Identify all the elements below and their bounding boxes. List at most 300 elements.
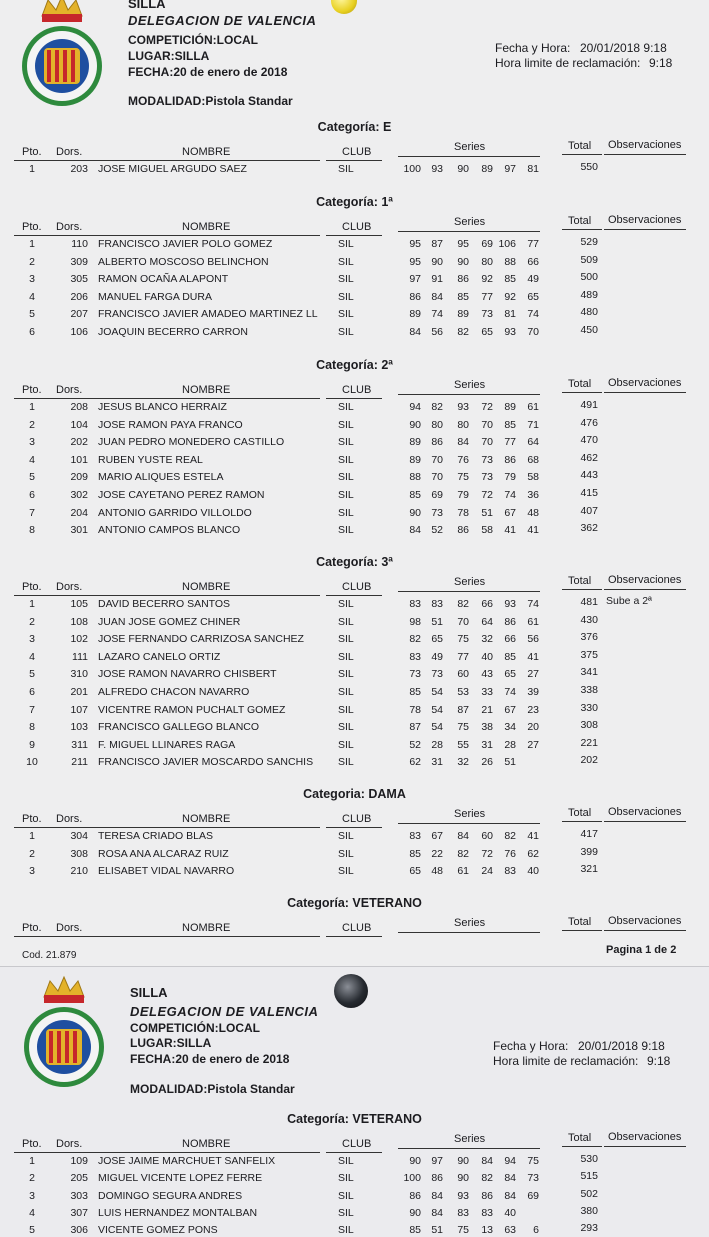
row-series-1: 90 xyxy=(409,1206,421,1219)
row-series-5: 76 xyxy=(504,847,516,860)
result-row xyxy=(0,736,709,756)
result-row xyxy=(0,865,709,882)
row-dorsal: 205 xyxy=(70,1172,88,1185)
row-series-2: 87 xyxy=(431,238,443,250)
header-competicion: COMPETICIÓN:LOCAL xyxy=(128,33,258,47)
row-series-2: 52 xyxy=(431,524,443,537)
row-total: 480 xyxy=(580,306,598,319)
row-series-1: 95 xyxy=(409,255,421,268)
row-position: 1 xyxy=(29,830,35,842)
category-2-underline-total xyxy=(562,392,602,393)
row-position: 5 xyxy=(29,308,35,321)
row-dorsal: 111 xyxy=(72,650,88,663)
row-series-4: 73 xyxy=(481,308,493,321)
page2-category-underline-pto-dors xyxy=(14,1152,92,1153)
category-2-underline-club xyxy=(326,398,382,399)
row-total: 530 xyxy=(580,1153,598,1165)
row-series-4: 70 xyxy=(481,418,493,431)
row-position: 4 xyxy=(29,650,35,663)
row-position: 2 xyxy=(29,615,35,628)
row-series-1: 85 xyxy=(409,489,421,501)
category-4-col-pto: Pto. xyxy=(22,813,42,825)
row-series-1: 73 xyxy=(409,668,421,681)
result-row xyxy=(0,288,709,308)
row-series-2: 74 xyxy=(431,308,443,321)
row-series-5: 63 xyxy=(504,1224,516,1237)
result-row xyxy=(0,1187,709,1207)
category-5-underline-nombre xyxy=(92,936,320,937)
row-total: 529 xyxy=(580,236,598,248)
row-nombre: RUBEN YUSTE REAL xyxy=(98,453,203,466)
row-nombre: MIGUEL VICENTE LOPEZ FERRE xyxy=(98,1172,263,1185)
row-series-6: 68 xyxy=(527,453,539,466)
page2-category-col-nombre: NOMBRE xyxy=(182,1138,231,1150)
result-row xyxy=(0,253,709,273)
row-position: 8 xyxy=(29,721,35,734)
row-dorsal: 306 xyxy=(70,1224,88,1237)
document-code: Cod. 21.879 xyxy=(22,950,77,961)
result-row xyxy=(0,845,709,865)
page2-category-col-club: CLUB xyxy=(342,1138,372,1150)
row-series-6: 41 xyxy=(527,650,539,663)
row-series-6: 49 xyxy=(527,273,539,286)
row-nombre: FRANCISCO JAVIER AMADEO MARTINEZ LL xyxy=(98,308,318,321)
row-series-3: 76 xyxy=(457,453,469,466)
row-total: 293 xyxy=(580,1222,598,1235)
row-club: SIL xyxy=(338,238,354,250)
result-row xyxy=(0,1155,709,1172)
row-position: 1 xyxy=(29,238,35,250)
row-total: 470 xyxy=(580,434,598,447)
row-series-3: 80 xyxy=(457,418,469,431)
row-dorsal: 311 xyxy=(71,738,88,751)
category-4-col-dors: Dors. xyxy=(56,813,83,825)
category-2-underline-pto-dors xyxy=(14,398,92,399)
row-series-3: 55 xyxy=(457,738,469,751)
row-series-2: 49 xyxy=(431,650,443,663)
row-series-5: 40 xyxy=(504,1206,516,1219)
row-series-2: 90 xyxy=(431,255,443,268)
row-nombre: ALBERTO MOSCOSO BELINCHON xyxy=(98,255,269,268)
row-total: 443 xyxy=(580,469,598,482)
row-total: 462 xyxy=(580,451,598,464)
row-series-6: 20 xyxy=(527,721,539,734)
row-total: 380 xyxy=(580,1204,598,1217)
row-total: 489 xyxy=(580,288,598,301)
row-total: 399 xyxy=(580,845,598,858)
category-2-col-total: Total xyxy=(568,378,592,390)
category-0-col-club: CLUB xyxy=(342,146,372,158)
row-nombre: VICENTRE RAMON PUCHALT GOMEZ xyxy=(98,703,286,716)
category-5-underline-pto-dors xyxy=(14,936,92,937)
result-row xyxy=(0,489,709,506)
category-4-col-series: Series xyxy=(454,808,486,820)
row-nombre: FRANCISCO GALLEGO BLANCO xyxy=(98,721,260,734)
category-1-col-dors: Dors. xyxy=(56,221,83,233)
category-3-underline-total xyxy=(562,589,602,590)
row-series-2: 97 xyxy=(431,1155,443,1167)
row-series-3: 78 xyxy=(457,506,469,519)
row-club: SIL xyxy=(338,255,354,268)
row-dorsal: 104 xyxy=(70,418,88,431)
row-dorsal: 301 xyxy=(70,524,88,537)
row-total: 321 xyxy=(580,863,598,876)
row-dorsal: 307 xyxy=(70,1206,88,1219)
result-row xyxy=(0,436,709,453)
row-nombre: ANTONIO CAMPOS BLANCO xyxy=(98,524,241,537)
row-nombre: JOSE CAYETANO PEREZ RAMON xyxy=(98,489,265,501)
category-4-underline-total xyxy=(562,821,602,822)
row-series-1: 89 xyxy=(409,453,421,466)
row-dorsal: 203 xyxy=(70,163,88,175)
row-position: 1 xyxy=(29,1155,35,1167)
row-dorsal: 308 xyxy=(70,847,88,860)
row-series-6: 27 xyxy=(527,738,539,751)
row-series-1: 85 xyxy=(409,1224,421,1237)
row-position: 5 xyxy=(29,471,35,484)
row-position: 5 xyxy=(29,668,35,681)
row-nombre: JOSE RAMON PAYA FRANCO xyxy=(98,418,243,431)
row-series-5: 83 xyxy=(504,865,516,878)
row-club: SIL xyxy=(338,598,354,610)
row-series-4: 21 xyxy=(481,703,493,716)
row-total: 500 xyxy=(580,271,598,284)
category-3-underline-club xyxy=(326,595,382,596)
row-club: SIL xyxy=(338,308,354,321)
category-3-col-dors: Dors. xyxy=(56,581,83,593)
header-competicion-page-2: COMPETICIÓN:LOCAL xyxy=(130,1021,260,1035)
row-position: 2 xyxy=(29,418,35,431)
result-row xyxy=(0,648,709,668)
row-series-2: 84 xyxy=(431,290,443,303)
result-row xyxy=(0,668,709,685)
row-position: 8 xyxy=(29,524,35,537)
row-series-1: 95 xyxy=(409,238,421,250)
row-nombre: LAZARO CANELO ORTIZ xyxy=(98,650,221,663)
row-series-4: 38 xyxy=(481,721,493,734)
row-series-1: 82 xyxy=(409,633,421,646)
category-3-underline-series xyxy=(398,591,540,592)
row-nombre: JOSE RAMON NAVARRO CHISBERT xyxy=(98,668,277,681)
row-club: SIL xyxy=(338,738,354,751)
category-0-title: Categoría: E xyxy=(317,120,392,134)
result-row xyxy=(0,238,709,255)
row-series-6: 62 xyxy=(527,847,539,860)
row-club: SIL xyxy=(338,453,354,466)
category-0-underline-nombre xyxy=(92,160,320,161)
row-position: 2 xyxy=(29,1172,35,1185)
row-series-3: 60 xyxy=(457,668,469,681)
category-3-underline-obs xyxy=(604,589,686,590)
page2-category-underline-series xyxy=(398,1148,540,1149)
row-series-5: 77 xyxy=(504,436,516,449)
category-5-underline-club xyxy=(326,936,382,937)
row-series-3: 53 xyxy=(457,686,469,698)
row-club: SIL xyxy=(338,1172,354,1185)
row-series-1: 90 xyxy=(409,1155,421,1167)
category-0-underline-pto-dors xyxy=(14,160,92,161)
row-series-1: 62 xyxy=(409,756,421,769)
row-position: 5 xyxy=(29,1224,35,1237)
row-nombre: ALFREDO CHACON NAVARRO xyxy=(98,686,250,698)
row-series-5: 65 xyxy=(504,668,516,681)
row-dorsal: 206 xyxy=(70,290,88,303)
row-total: 338 xyxy=(580,684,598,696)
category-2-underline-series xyxy=(398,394,540,395)
row-total: 376 xyxy=(580,631,598,644)
row-nombre: FRANCISCO JAVIER MOSCARDO SANCHIS xyxy=(98,756,314,769)
category-1-col-series: Series xyxy=(454,216,486,228)
row-series-3: 90 xyxy=(457,163,469,175)
row-series-6: 41 xyxy=(527,830,539,842)
row-series-4: 73 xyxy=(481,471,493,484)
row-club: SIL xyxy=(338,1189,354,1202)
category-1-col-pto: Pto. xyxy=(22,221,42,233)
category-4-col-observaciones: Observaciones xyxy=(608,806,682,818)
row-series-1: 90 xyxy=(409,506,421,519)
row-nombre: JOAQUIN BECERRO CARRON xyxy=(98,326,248,338)
row-club: SIL xyxy=(338,506,354,519)
row-total: 491 xyxy=(580,399,598,411)
category-4-col-total: Total xyxy=(568,807,592,819)
result-row xyxy=(0,273,709,290)
row-total: 341 xyxy=(580,666,598,679)
row-series-2: 65 xyxy=(431,633,443,646)
row-series-5: 67 xyxy=(504,703,516,716)
row-series-3: 75 xyxy=(457,1224,469,1237)
row-series-2: 54 xyxy=(431,703,443,716)
row-club: SIL xyxy=(338,830,354,842)
result-row xyxy=(0,451,709,471)
row-total: 221 xyxy=(580,736,598,749)
row-series-1: 86 xyxy=(409,1189,421,1202)
row-series-1: 52 xyxy=(409,738,421,751)
result-row xyxy=(0,326,709,343)
row-position: 3 xyxy=(29,436,35,449)
row-series-4: 77 xyxy=(481,290,493,303)
row-position: 10 xyxy=(26,756,38,769)
row-series-6: 66 xyxy=(527,255,539,268)
result-row xyxy=(0,416,709,436)
row-observaciones: Sube a 2ª xyxy=(606,595,652,607)
row-nombre: F. MIGUEL LLINARES RAGA xyxy=(98,738,236,751)
row-club: SIL xyxy=(338,1155,354,1167)
row-series-6: 74 xyxy=(527,598,539,610)
category-5-col-club: CLUB xyxy=(342,922,372,934)
row-series-1: 100 xyxy=(403,1172,421,1185)
result-row xyxy=(0,756,709,773)
row-series-2: 86 xyxy=(431,1172,443,1185)
category-5-underline-total xyxy=(562,930,602,931)
row-series-4: 69 xyxy=(481,238,493,250)
row-position: 4 xyxy=(29,290,35,303)
hora-limite-label: Hora limite de reclamación: xyxy=(495,56,641,70)
category-5-col-series: Series xyxy=(454,917,486,929)
category-4-col-nombre: NOMBRE xyxy=(182,813,231,825)
row-series-6: 56 xyxy=(527,633,539,646)
row-series-5: 88 xyxy=(504,255,516,268)
row-series-1: 86 xyxy=(409,290,421,303)
row-dorsal: 101 xyxy=(70,453,88,466)
row-total: 202 xyxy=(580,754,598,767)
row-series-4: 82 xyxy=(481,1172,493,1185)
row-series-6: 40 xyxy=(527,865,539,878)
header-lugar-page-2: LUGAR:SILLA xyxy=(130,1036,212,1050)
row-series-3: 77 xyxy=(457,650,469,663)
category-2-title: Categoría: 2ª xyxy=(316,358,393,372)
row-dorsal: 309 xyxy=(70,255,88,268)
row-series-5: 93 xyxy=(504,598,516,610)
row-series-1: 89 xyxy=(409,308,421,321)
category-1-underline-obs xyxy=(604,229,686,230)
row-series-6: 73 xyxy=(527,1172,539,1185)
row-series-5: 94 xyxy=(504,1155,516,1167)
row-position: 6 xyxy=(29,686,35,698)
page-number: Pagina 1 de 2 xyxy=(606,944,677,956)
row-series-1: 97 xyxy=(409,273,421,286)
row-series-3: 82 xyxy=(457,326,469,338)
result-row xyxy=(0,595,709,615)
row-series-3: 82 xyxy=(457,847,469,860)
row-series-2: 82 xyxy=(431,401,443,413)
row-club: SIL xyxy=(338,1206,354,1219)
row-series-6: 70 xyxy=(527,326,539,338)
hora-limite-value: 9:18 xyxy=(649,56,673,70)
row-series-3: 85 xyxy=(457,290,469,303)
row-series-4: 73 xyxy=(481,453,493,466)
row-series-6: 81 xyxy=(527,163,539,175)
row-dorsal: 110 xyxy=(71,238,88,250)
row-series-4: 40 xyxy=(481,650,493,663)
row-dorsal: 105 xyxy=(70,598,88,610)
row-total: 362 xyxy=(580,522,598,535)
category-5-col-pto: Pto. xyxy=(22,922,42,934)
row-dorsal: 208 xyxy=(70,401,88,413)
row-series-6: 77 xyxy=(527,238,539,250)
category-2-col-pto: Pto. xyxy=(22,384,42,396)
category-1-underline-series xyxy=(398,231,540,232)
row-series-1: 90 xyxy=(409,418,421,431)
row-series-4: 26 xyxy=(481,756,493,769)
row-series-2: 31 xyxy=(431,756,443,769)
row-series-2: 51 xyxy=(431,1224,443,1237)
result-row xyxy=(0,830,709,847)
category-2-col-dors: Dors. xyxy=(56,384,83,396)
row-series-3: 75 xyxy=(457,721,469,734)
row-club: SIL xyxy=(338,163,354,175)
row-dorsal: 108 xyxy=(70,615,88,628)
row-series-3: 93 xyxy=(457,401,469,413)
row-series-5: 51 xyxy=(504,756,516,769)
result-row xyxy=(0,504,709,524)
row-series-2: 67 xyxy=(431,830,443,842)
category-2-col-nombre: NOMBRE xyxy=(182,384,231,396)
result-row xyxy=(0,524,709,541)
row-club: SIL xyxy=(338,650,354,663)
row-series-1: 83 xyxy=(409,598,421,610)
row-series-3: 87 xyxy=(457,703,469,716)
row-series-6: 61 xyxy=(527,615,539,628)
federation-logo xyxy=(16,0,108,109)
row-series-6: 48 xyxy=(527,506,539,519)
row-nombre: JUAN JOSE GOMEZ CHINER xyxy=(98,615,241,628)
category-5-title: Categoría: VETERANO xyxy=(287,896,422,910)
row-club: SIL xyxy=(338,756,354,769)
category-4-title: Categoria: DAMA xyxy=(303,787,406,801)
row-nombre: RAMON OCAÑA ALAPONT xyxy=(98,273,229,286)
row-series-4: 83 xyxy=(481,1206,493,1219)
row-series-5: 84 xyxy=(504,1172,516,1185)
row-position: 3 xyxy=(29,633,35,646)
category-5-col-dors: Dors. xyxy=(56,922,83,934)
row-dorsal: 207 xyxy=(70,308,88,321)
result-row xyxy=(0,686,709,703)
row-series-5: 28 xyxy=(504,738,516,751)
row-nombre: MARIO ALIQUES ESTELA xyxy=(98,471,224,484)
row-series-5: 86 xyxy=(504,453,516,466)
header-club-page-2: SILLA xyxy=(130,985,168,1000)
row-series-4: 32 xyxy=(481,633,493,646)
row-series-1: 88 xyxy=(409,471,421,484)
category-0-col-pto: Pto. xyxy=(22,146,42,158)
page2-category-col-observaciones: Observaciones xyxy=(608,1131,682,1143)
page2-category-col-total: Total xyxy=(568,1132,592,1144)
row-series-2: 84 xyxy=(431,1189,443,1202)
row-series-3: 93 xyxy=(457,1189,469,1202)
row-club: SIL xyxy=(338,865,354,878)
row-series-2: 69 xyxy=(431,489,443,501)
row-position: 1 xyxy=(29,598,35,610)
row-series-5: 67 xyxy=(504,506,516,519)
row-nombre: DOMINGO SEGURA ANDRES xyxy=(98,1189,243,1202)
row-position: 1 xyxy=(29,163,35,175)
category-2-col-club: CLUB xyxy=(342,384,372,396)
row-club: SIL xyxy=(338,436,354,449)
row-series-3: 75 xyxy=(457,471,469,484)
row-series-2: 91 xyxy=(431,273,443,286)
row-club: SIL xyxy=(338,721,354,734)
row-club: SIL xyxy=(338,489,354,501)
row-nombre: LUIS HERNANDEZ MONTALBAN xyxy=(98,1206,258,1219)
row-dorsal: 109 xyxy=(70,1155,88,1167)
row-club: SIL xyxy=(338,418,354,431)
category-3-col-pto: Pto. xyxy=(22,581,42,593)
row-position: 1 xyxy=(29,401,35,413)
row-series-1: 65 xyxy=(409,865,421,878)
header-modalidad-page-2: MODALIDAD:Pistola Standar xyxy=(130,1082,295,1096)
row-series-2: 83 xyxy=(431,598,443,610)
row-series-4: 89 xyxy=(481,163,493,175)
row-dorsal: 201 xyxy=(70,686,88,698)
row-series-4: 86 xyxy=(481,1189,493,1202)
row-series-6: 69 xyxy=(527,1189,539,1202)
category-3-col-observaciones: Observaciones xyxy=(608,574,682,586)
row-series-5: 85 xyxy=(504,273,516,286)
row-position: 9 xyxy=(29,738,35,751)
row-total: 515 xyxy=(580,1170,598,1183)
row-position: 4 xyxy=(29,1206,35,1219)
row-nombre: ROSA ANA ALCARAZ RUIZ xyxy=(98,847,229,860)
row-series-3: 75 xyxy=(457,633,469,646)
row-series-4: 72 xyxy=(481,401,493,413)
category-3-underline-pto-dors xyxy=(14,595,92,596)
row-series-3: 70 xyxy=(457,615,469,628)
result-row xyxy=(0,163,709,180)
row-series-5: 81 xyxy=(504,308,516,321)
row-position: 2 xyxy=(29,255,35,268)
header-delegacion-page-2: DELEGACION DE VALENCIA xyxy=(130,1004,319,1019)
row-series-4: 72 xyxy=(481,847,493,860)
